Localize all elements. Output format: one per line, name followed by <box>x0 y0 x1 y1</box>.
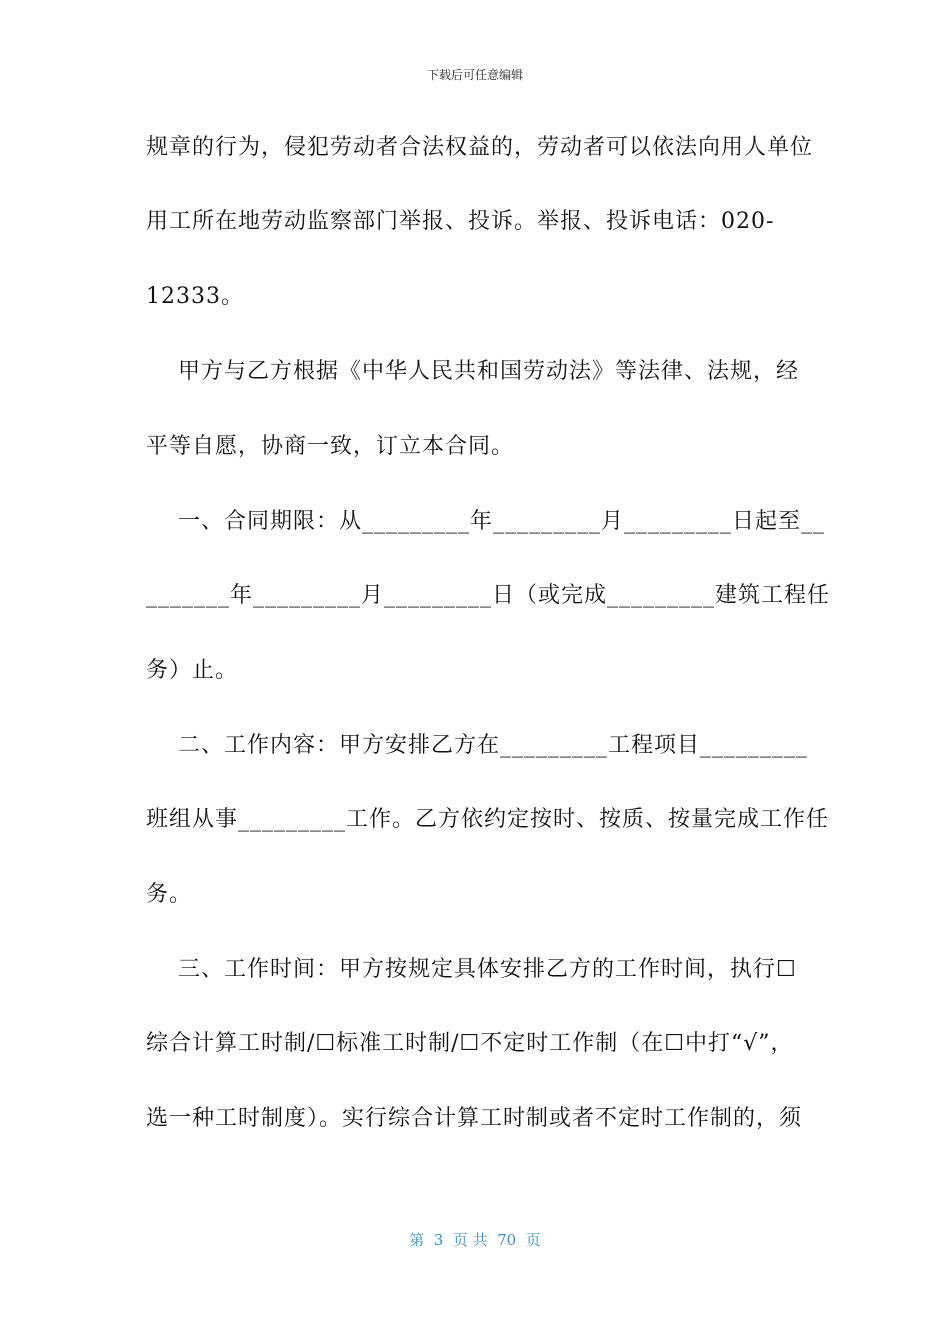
body-line: 平等自愿，协商一致，订立本合同。 <box>146 434 515 459</box>
body-line: 甲方与乙方根据《中华人民共和国劳动法》等法律、法规，经 <box>146 359 799 384</box>
body-line: 规章的行为，侵犯劳动者合法权益的，劳动者可以依法向用人单位 <box>146 135 814 160</box>
body-line: 二、工作内容：甲方安排乙方在_________工程项目_________ <box>146 733 808 758</box>
body-line: 一、合同期限：从_________年_________月_________日起至__ <box>146 509 825 534</box>
body-line: _______年_________月_________日（或完成_________建筑工程任 <box>146 583 831 608</box>
body-line: 务）止。 <box>146 658 239 683</box>
body-line: 用工所在地劳动监察部门举报、投诉。举报、投诉电话：020- <box>146 209 775 234</box>
page-header: 下载后可任意编辑 <box>426 68 523 82</box>
body-line: 务。 <box>146 882 193 907</box>
body-line: 综合计算工时制/☐标准工时制/☐不定时工作制（在☐中打“√”， <box>146 1031 794 1056</box>
body-line: 三、工作时间：甲方按规定具体安排乙方的工作时间，执行☐ <box>146 957 797 982</box>
page-footer: 第 3 页 共 70 页 <box>409 1231 541 1249</box>
body-line: 班组从事_________工作。乙方依约定按时、按质、按量完成工作任 <box>146 807 830 832</box>
body-line: 选一种工时制度）。实行综合计算工时制或者不定时工作制的，须 <box>146 1106 803 1131</box>
body-line: 12333。 <box>146 284 244 309</box>
